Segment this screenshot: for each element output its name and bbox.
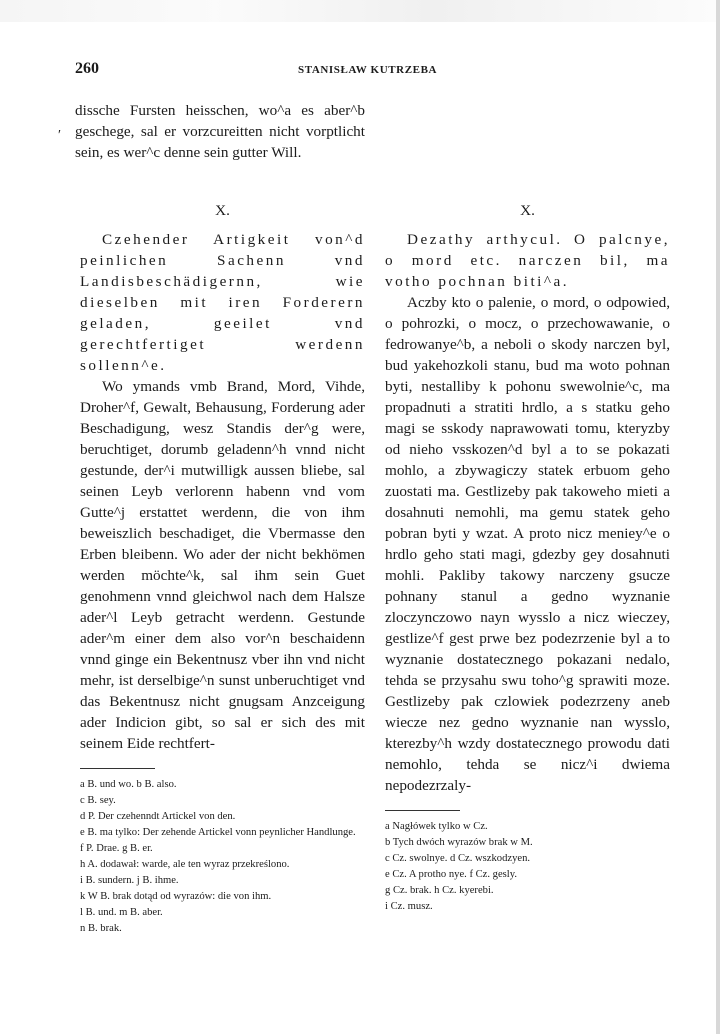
footnote: i Cz. musz. <box>385 901 433 912</box>
left-footnotes <box>80 777 365 937</box>
footnote: c Cz. swolnye. d Cz. wszkodzyen. <box>385 853 531 864</box>
footnote: c B. sey. <box>80 795 116 806</box>
footnote: e B. ma tylko: Der zehende Artickel vonn peynlicher Handlunge. <box>80 827 356 838</box>
footnote: n B. brak. <box>80 923 122 934</box>
right-heading: X. <box>520 202 535 219</box>
footnote: h A. dodawał: warde, ale ten wyraz przekreślono. <box>80 859 290 870</box>
right-column <box>385 200 670 915</box>
scan-noise <box>0 0 720 22</box>
running-title: STANISŁAW KUTRZEBA <box>298 64 438 76</box>
footnote: d P. Der czehenndt Artickel von den. <box>80 811 236 822</box>
left-title: Czehender Artigkeit von^d peinlichen Sachenn vnd Landisbeschädigernn, wie dieselben mit iren Forderern geladen, geeilet vnd gerechtfertiget werdenn sollenn^e. <box>80 231 365 374</box>
footnote-rule <box>385 810 460 811</box>
page-number: 260 <box>75 60 99 77</box>
right-footnotes <box>385 819 670 915</box>
footnote: g Cz. brak. h Cz. kyerebi. <box>385 885 494 896</box>
right-body: Aczby kto o palenie, o mord, o odpowied, o pohrozki, o mocz, o przechowawanie, o fedrowanye^b, a neboli o skody narczen byl, bud yakehozkoli stanu, bud ma woto pohnan byti, nestalliby k pohonu swewolnie^c, ma propadnuti a stratiti hrdlo, a s statku geho magi se sskody naprawowati tomu, kteryzby od nieho vsskozen^d byl a to se pokazati mohlo, a zbywagiczy statek erbuom geho zuostati ma. Gestlizeby pak takoweho mieti a dosahnuti nemohli, ma gemu statek geho pobran byti y wzat. A proto nicz meniey^e o hrdlo geho stati magi, gdezby gey dosahnuti mohli. Pakliby takowy narczeny gsucze pohnany stanul a gedno wyznanie zloczynczowo nayn wysslo a nicz wieczey, gestlize^f gest prwe bez podezrzenie byl a to wyznanie dostatecznego pokazani nedalo, tehda se przysahu swu toho^g sprawiti moze. Gestlizeby pak czlowiek podezrzeny aneb wiecze nez gedno wyznanie nan wysslo, kterezby^h wzdy dostatecznego prowodu dati nemohlo, tehda se nicz^i dwiema nepodezrzaly- <box>385 294 670 794</box>
left-column <box>80 200 365 937</box>
footnote: l B. und. m B. aber. <box>80 907 163 918</box>
left-heading: X. <box>215 202 230 219</box>
left-body: Wo ymands vmb Brand, Mord, Vihde, Droher^f, Gewalt, Behausung, Forderung ader Beschadigung, wesz Standis der^g were, beruchtiget, dorumb geladenn^h vnnd nicht gestunde, der^i mutwilligk aussen bliebe, sal seinen Leyb verlorenn habenn vnd vom Gutte^j erstattet werdenn, die von ihm beweiszlich beschadiget, die Vbermasse den Erben bleibenn. Wo ader der nicht bekhömen werden möchte^k, sal ihm sein Guet genohmenn vnnd gleichwol nach dem Halsze ader^l Leyb getracht werdenn. Gestunde ader^m einer dem also vor^n beschaidenn vnnd ginge ein Bekentnusz vber ihn vnd nicht mehr, ist derselbige^n sunst unberuchtiget vnd das Bekentnusz nicht gnugsam Anzceigung ader Indicion gibt, so sal er sich des mit seinem Eide rechtfert- <box>80 378 365 752</box>
footnote-rule <box>80 768 155 769</box>
footnote: f P. Drae. g B. er. <box>80 843 153 854</box>
footnote: a B. und wo. b B. also. <box>80 779 177 790</box>
footnote: e Cz. A protho nye. f Cz. gesly. <box>385 869 518 880</box>
right-title: Dezathy arthycul. O palcnye, o mord etc. narczen bil, ma votho pochnan biti^a. <box>385 231 670 290</box>
footnote: a Nagłówek tylko w Cz. <box>385 821 488 832</box>
footnote: b Tych dwóch wyrazów brak w M. <box>385 837 533 848</box>
top-paragraph: dissche Fursten heisschen, wo^a es aber^b geschege, sal er vorzcureitten nicht vorptlicht sein, es wer^c denne sein gutter Will. <box>75 102 365 161</box>
footnote: i B. sundern. j B. ihme. <box>80 875 179 886</box>
continued-paragraph <box>75 100 365 163</box>
page-edge <box>716 0 720 1034</box>
margin-mark: ′ <box>58 128 62 143</box>
footnote: k W B. brak dotąd od wyrazów: die von ihm. <box>80 891 272 902</box>
